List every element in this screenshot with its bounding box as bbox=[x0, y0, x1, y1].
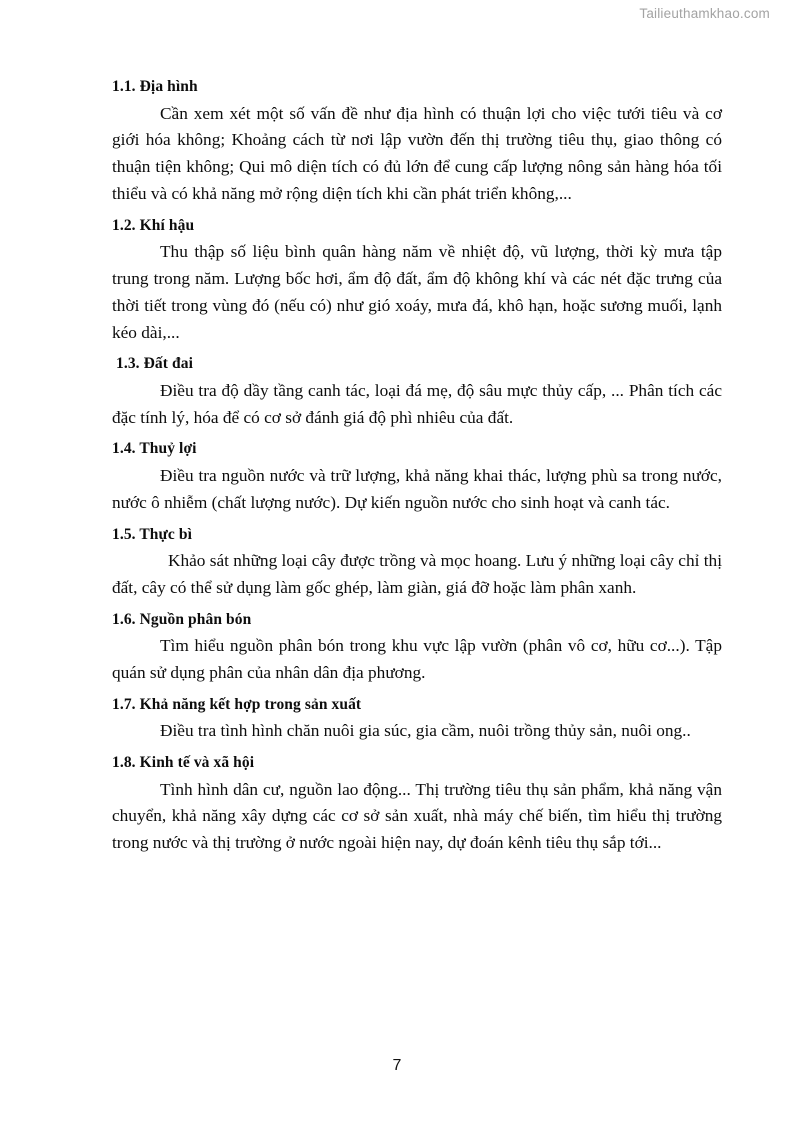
section-heading-1-5: 1.5. Thực bì bbox=[112, 525, 192, 543]
watermark-label: Tailieuthamkhao.com bbox=[639, 6, 770, 21]
section-heading-1-8: 1.8. Kinh tế và xã hội bbox=[112, 754, 255, 772]
section-1-3 bbox=[112, 351, 722, 431]
section-1-5 bbox=[112, 522, 722, 602]
section-paragraph-1-6: Tìm hiểu nguồn phân bón trong khu vực lập vườn (phân vô cơ, hữu cơ...). Tập quán sử dụng phân của nhân dân địa phương. bbox=[112, 636, 722, 682]
section-heading-1-7: 1.7. Khả năng kết hợp trong sản xuất bbox=[112, 695, 362, 713]
section-heading-1-2: 1.2. Khí hậu bbox=[112, 216, 195, 234]
section-heading-1-6: 1.6. Nguồn phân bón bbox=[112, 610, 252, 628]
section-heading-1-1: 1.1. Địa hình bbox=[112, 78, 198, 95]
section-1-1 bbox=[112, 74, 722, 208]
section-paragraph-1-2: Thu thập số liệu bình quân hàng năm về nhiệt độ, vũ lượng, thời kỳ mưa tập trung trong năm. Lượng bốc hơi, ẩm độ đất, ẩm độ không khí và các nét đặc trưng của thời tiết trong vùng đó (nếu có) như gió xoáy, mưa đá, khô hạn, hoặc sương muối, lạnh kéo dài,... bbox=[112, 242, 722, 342]
section-heading-1-3: 1.3. Đất đai bbox=[116, 355, 193, 373]
section-paragraph-1-3: Điều tra độ dầy tầng canh tác, loại đá mẹ, độ sâu mực thủy cấp, ... Phân tích các đặc tính lý, hóa để có cơ sở đánh giá độ phì nhiêu của đất. bbox=[112, 380, 722, 427]
section-heading-1-4: 1.4. Thuỷ lợi bbox=[112, 440, 197, 458]
section-1-4 bbox=[112, 436, 722, 516]
section-paragraph-1-7: Điều tra tình hình chăn nuôi gia súc, gia cầm, nuôi trồng thủy sản, nuôi ong.. bbox=[160, 721, 691, 741]
section-paragraph-1-5: Khảo sát những loại cây được trồng và mọc hoang. Lưu ý những loại cây chỉ thị đất, cây có thể sử dụng làm gốc ghép, làm giàn, giá đỡ hoặc làm phân xanh. bbox=[112, 551, 722, 597]
section-paragraph-1-8: Tình hình dân cư, nguồn lao động... Thị trường tiêu thụ sản phẩm, khả năng vận chuyển, khả năng xây dựng các cơ sở sản xuất, nhà máy chế biến, tìm hiểu thị trường trong nước và thị trường ở nước ngoài hiện nay, dự đoán kênh tiêu thụ sắp tới... bbox=[112, 779, 722, 853]
section-1-2 bbox=[112, 213, 722, 347]
section-1-7 bbox=[112, 692, 722, 745]
section-1-8 bbox=[112, 750, 722, 857]
document-body bbox=[112, 74, 722, 862]
page-number: 7 bbox=[392, 1057, 402, 1074]
section-paragraph-1-4: Điều tra nguồn nước và trữ lượng, khả năng khai thác, lượng phù sa trong nước, nước ô nhiễm (chất lượng nước). Dự kiến nguồn nước cho sinh hoạt và canh tác. bbox=[112, 465, 722, 512]
section-1-6 bbox=[112, 607, 722, 687]
section-paragraph-1-1: Cần xem xét một số vấn đề như địa hình có thuận lợi cho việc tưới tiêu và cơ giới hóa không; Khoảng cách từ nơi lập vườn đến thị trường tiêu thụ, giao thông có thuận tiện không; Qui mô diện tích có đủ lớn để cung cấp lượng nông sản hàng hóa tối thiểu và có khả năng mở rộng diện tích khi cần phát triển không,... bbox=[112, 103, 722, 203]
